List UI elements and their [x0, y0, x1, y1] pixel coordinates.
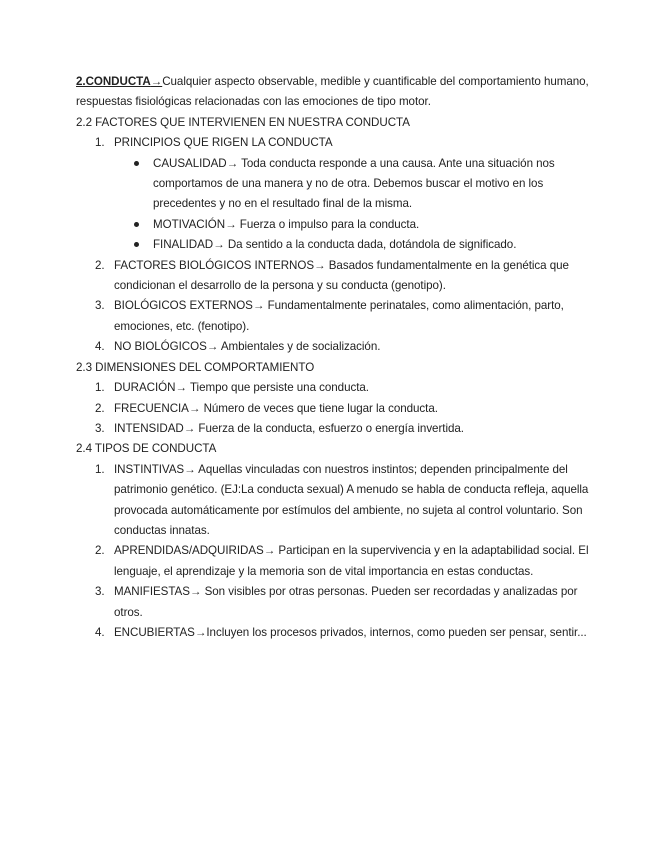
list-number: 4.	[95, 625, 105, 639]
numbered-list	[76, 133, 596, 153]
list-item	[76, 133, 596, 153]
list-item	[76, 460, 596, 542]
section-heading: 2.2 FACTORES QUE INTERVIENEN EN NUESTRA CONDUCTA	[76, 115, 410, 129]
list-item-text: INTENSIDAD→ Fuerza de la conducta, esfuerzo o energía invertida.	[114, 421, 464, 435]
bullet-item	[76, 235, 596, 255]
list-number: 2.	[95, 544, 105, 558]
list-item-text: BIOLÓGICOS EXTERNOS→ Fundamentalmente perinatales, como alimentación, parto, emociones, etc. (fenotipo).	[114, 299, 564, 333]
bullet-item-text: FINALIDAD→ Da sentido a la conducta dada, dotándola de significado.	[153, 238, 517, 252]
list-item-text: DURACIÓN→ Tiempo que persiste una conducta.	[114, 381, 369, 395]
bullet-item-text: CAUSALIDAD→ Toda conducta responde a una causa. Ante una situación nos comportamos de una manera y no de otra. Debemos buscar el motivo en los precedentes y no en el resultado final de la misma.	[153, 156, 555, 211]
document-body	[76, 72, 596, 643]
numbered-list	[76, 256, 596, 358]
list-item-text: NO BIOLÓGICOS→ Ambientales y de socialización.	[114, 340, 381, 354]
list-item	[76, 541, 596, 582]
section-heading: 2.4 TIPOS DE CONDUCTA	[76, 442, 217, 456]
bullet-item	[76, 215, 596, 235]
list-number: 3.	[95, 299, 105, 313]
list-item	[76, 399, 596, 419]
bullet-dot-icon	[134, 242, 139, 247]
list-number: 3.	[95, 585, 105, 599]
section-heading: 2.3 DIMENSIONES DEL COMPORTAMIENTO	[76, 360, 315, 374]
list-number: 3.	[95, 421, 105, 435]
list-item	[76, 256, 596, 297]
bullet-list	[76, 154, 596, 256]
list-number: 4.	[95, 340, 105, 354]
list-item-text: FACTORES BIOLÓGICOS INTERNOS→ Basados fundamentalmente en la genética que condicionan el desarrollo de la persona y su conducta (genotipo).	[114, 258, 569, 293]
numbered-list	[76, 378, 596, 439]
list-number: 1.	[95, 381, 105, 395]
intro-paragraph	[76, 72, 596, 113]
list-item	[76, 623, 596, 643]
list-item-text: APRENDIDAS/ADQUIRIDAS→ Participan en la supervivencia y en la adaptabilidad social. El lenguaje, el aprendizaje y la memoria son de vital importancia en estas conductas.	[114, 544, 589, 578]
list-number: 1.	[95, 462, 105, 476]
bullet-item	[76, 154, 596, 215]
numbered-list	[76, 460, 596, 644]
list-number: 1.	[95, 136, 105, 150]
bullet-dot-icon	[134, 161, 139, 166]
list-item-text: ENCUBIERTAS→Incluyen los procesos privados, internos, como pueden ser pensar, sentir...	[114, 625, 587, 639]
list-item-text: FRECUENCIA→ Número de veces que tiene lugar la conducta.	[114, 401, 438, 415]
bullet-dot-icon	[134, 222, 139, 227]
list-item	[76, 419, 596, 439]
bullet-item-text: MOTIVACIÓN→ Fuerza o impulso para la conducta.	[153, 217, 420, 231]
list-number: 2.	[95, 258, 105, 272]
list-item-text: PRINCIPIOS QUE RIGEN LA CONDUCTA	[114, 136, 333, 150]
list-item	[76, 296, 596, 337]
intro-arrow: →	[150, 75, 163, 88]
list-item-text: MANIFIESTAS→ Son visibles por otras personas. Pueden ser recordadas y analizadas por otros.	[114, 585, 578, 619]
list-item-text: INSTINTIVAS→ Aquellas vinculadas con nuestros instintos; dependen principalmente del patrimonio genético. (EJ:La conducta sexual) A menudo se habla de conducta refleja, aquella provocada automáticamente por estímulos del ambiente, no sujeta al control voluntario. Son conductas innatas.	[114, 462, 589, 537]
intro-title: 2.CONDUCTA	[76, 75, 151, 88]
intro-text: Cualquier aspecto observable, medible y cuantificable del comportamiento humano, respuestas fisiológicas relacionadas con las emociones de tipo motor.	[76, 75, 589, 109]
list-item	[76, 337, 596, 357]
list-item	[76, 378, 596, 398]
list-number: 2.	[95, 401, 105, 415]
list-item	[76, 582, 596, 623]
